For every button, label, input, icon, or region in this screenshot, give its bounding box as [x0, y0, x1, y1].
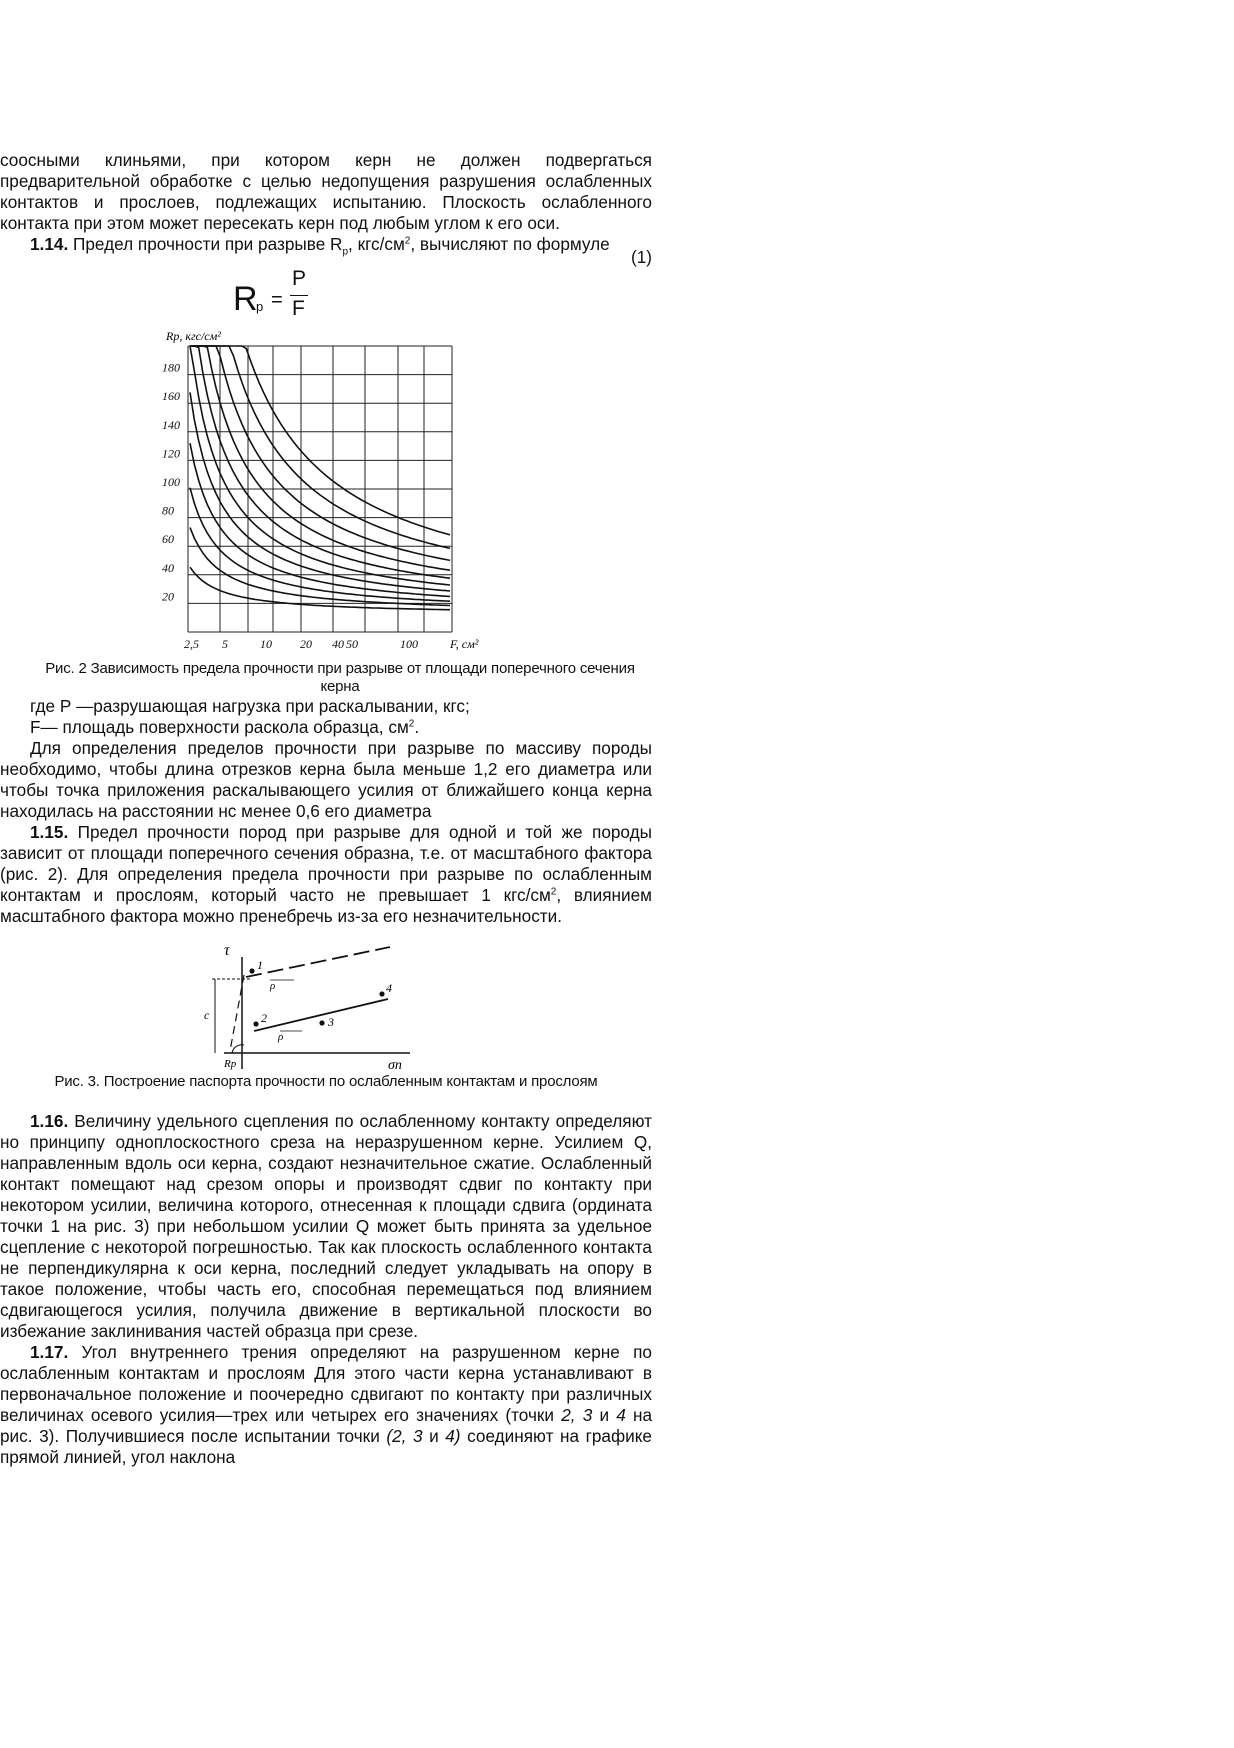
y-tick-label: 20 — [162, 589, 174, 604]
point-4-label: 4 — [386, 981, 392, 995]
y-tick-label: 180 — [162, 360, 180, 375]
section-number: 1.14. — [30, 234, 69, 254]
figure-3-diagram — [204, 937, 450, 1075]
tau-label: τ — [224, 942, 230, 959]
y-tick-label: 140 — [162, 417, 180, 432]
intro-paragraph: соосными клиньями, при котором керн не должен подвергаться предварительной обработке с целью недопущения разрушения ослабленных контактов и прослоев, подлежащих испытанию. Плоскость ослабленного контакта при этом может пересекать керн под любым углом к его оси. — [0, 150, 652, 233]
section-1-16: 1.16. Величину удельного сцепления по ослабленному контакту определяют но принципу одноплоскостного среза на неразрушенном керне. Усилием Q, направленным вдоль оси керна, создают незначительное сжатие. Ослабленный контакт помещают над срезом опоры и производят сдвиг по контакту при некотором усилии, величина которого, отнесенная к площади сдвига (ордината точки 1 на рис. 3) при небольшом усилии Q может быть принята за удельное сцепление с некоторой погрешностью. Так как плоскость ослабленного контакта не перпендикулярна к оси керна, последний следует укладывать на опору в такое положение, чтобы часть его, способная перемещаться под влиянием сдвигающегося усилия, получила движение в вертикальной плоскости во избежание заклинивания частей образца при срезе. — [0, 1111, 652, 1341]
formula-numerator: P — [292, 267, 307, 290]
point-2 — [253, 1021, 258, 1026]
y-axis-label: Rр, кгс/см² — [166, 329, 221, 343]
rho-label-1: ρ — [270, 980, 276, 992]
point-3-label: 3 — [328, 1015, 334, 1029]
point-4 — [379, 991, 384, 996]
point-1-label: 1 — [257, 958, 263, 972]
y-tick-label: 120 — [162, 446, 180, 461]
curve-8 — [190, 346, 450, 570]
fraction-bar — [290, 295, 308, 296]
x-tick-label: 10 — [260, 637, 272, 651]
point-1 — [249, 968, 254, 973]
formula-rp — [0, 268, 652, 326]
figure-3 — [0, 927, 652, 1077]
curve-4 — [190, 443, 450, 596]
formula-denominator: F — [292, 297, 305, 320]
formula-equals: = — [271, 289, 283, 311]
formula-lhs: R — [233, 280, 258, 318]
point-2-label: 2 — [261, 1011, 267, 1025]
formula-lhs-sub: р — [256, 299, 264, 314]
x-axis-label: F, см² — [450, 637, 479, 651]
section-1-15: 1.15. Предел прочности пород при разрыве для одной и той же породы зависит от площади поперечного сечения образна, т.е. от масштабного фактора (рис. 2). Для определения предела прочности при разрыве по ослабленным контактам и прослоям, который часто не превышает 1 кгс/$см^2$, влиянием масштабного фактора можно пренебречь из-за его незначительности. — [0, 822, 652, 926]
paragraph-massiv: Для определения пределов прочности при разрыве по массиву породы необходимо, чтобы длина отрезков керна была меньше 1,2 его диаметра или чтобы точка приложения раскалывающего усилия от ближайшего конца керна находилась на расстоянии нс менее 0,6 его диаметра — [0, 738, 652, 821]
y-tick-label: 40 — [162, 560, 174, 575]
section-1-17: 1.17. Угол внутреннего трения определяют на разрушенном керне по ослабленным контактам и прослоям Для этого части керна устанавливают в первоначальное положение и поочередно сдвигают по контакту при различных величинах осевого усилия—трех или четырех его значениях (точки 2, 3 и 4 на рис. 3). Получившиеся после испытании точки (2, 3 и 4) соединяют на графике прямой линией, угол наклона — [0, 1342, 653, 1467]
rp-label: Rр — [224, 1058, 237, 1070]
curve-3 — [190, 488, 450, 602]
equation-number: (1) — [630, 247, 652, 267]
sigma-label: σп — [388, 1058, 402, 1073]
section-1-14: 1.14. Предел прочности при разрыве $R_р$, кгс/$см^2$, вычисляют по формуле — [30, 234, 610, 258]
rho-label-2: ρ — [278, 1031, 284, 1043]
x-tick-label: 2,5 — [184, 637, 199, 651]
x-tick-label: 50 — [346, 637, 358, 651]
y-tick-label: 160 — [162, 389, 180, 404]
where-f: F— площадь поверхности раскола образца, $см^2$. — [30, 717, 420, 737]
y-tick-label: 60 — [162, 532, 174, 547]
x-tick-label: 20 — [300, 637, 312, 651]
x-tick-label: 100 — [400, 637, 418, 651]
x-tick-label: 5 — [222, 637, 228, 651]
x-tick-label: 40 — [332, 637, 344, 651]
page-column — [0, 150, 652, 1468]
figure-2 — [0, 326, 652, 696]
y-tick-label: 80 — [162, 503, 174, 518]
figure-3-caption: Рис. 3. Построение паспорта прочности по ослабленным контактам и прослоям — [54, 1073, 598, 1090]
point-3 — [319, 1020, 324, 1025]
figure-2-chart — [160, 326, 500, 656]
where-p: где Р —разрушающая нагрузка при раскалывании, кгс; — [30, 696, 470, 716]
curve-9 — [190, 346, 450, 560]
c-label: c — [204, 1008, 210, 1022]
figure-2-caption: Рис. 2 Зависимость предела прочности при разрыве от площади поперечного сечения керна — [45, 660, 635, 695]
curve-7 — [190, 346, 450, 578]
y-tick-label: 100 — [162, 475, 180, 489]
